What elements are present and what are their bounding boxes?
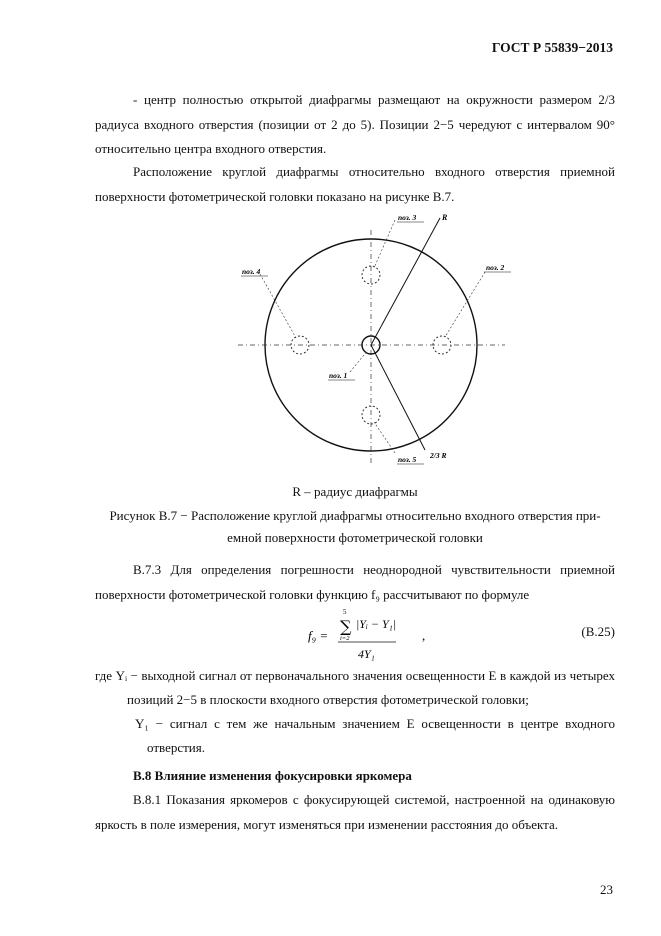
leader-pos3	[374, 220, 395, 268]
definition-Y1: Y₁ − сигнал с тем же начальным значением E освещенности в центре входного отверстия.	[135, 716, 615, 755]
equation-number: (В.25)	[581, 624, 615, 639]
paragraph-positions: - центр полностью открытой диафрагмы размещают на окружности размером 2/3 радиуса входного отверстия (позиции от 2 до 5). Позиции 2−5 чередуют с интервалом 90° относительно центра входного отверстия.	[95, 92, 615, 156]
label-pos4: поз. 4	[242, 267, 261, 276]
leader-pos5	[374, 422, 395, 453]
radius-line	[371, 218, 440, 345]
paragraph-B8-1: В.8.1 Показания яркомеров с фокусирующей системой, настроенной на одинаковую яркость в поле измерения, могут изменяться при изменении расстояния до объекта.	[95, 792, 615, 832]
two-thirds-radius-line	[371, 345, 425, 450]
formula-comma: ,	[422, 628, 426, 643]
paragraph-uniformity-error: В.7.3 Для определения погрешности неоднородной чувствительности приемной поверхности фотометрической головки функцию f₉ рассчитывают по формуле	[95, 562, 615, 602]
leader-pos4	[260, 274, 296, 338]
leader-pos2	[445, 272, 485, 337]
formula-denominator: 4Y₁	[358, 647, 375, 661]
paragraph-figure-reference: Расположение круглой диафрагмы относительно входного отверстия приемной поверхности фотометрической головки показано на рисунке В.7.	[95, 164, 615, 204]
figure-caption-line-1: Рисунок В.7 − Расположение круглой диафрагмы относительно входного отверстия при-	[109, 508, 601, 523]
figure-caption-line-2: емной поверхности фотометрической головки	[227, 530, 483, 545]
label-two-thirds-R: 2/3 R	[430, 451, 447, 460]
formula-numerator: |Yᵢ − Y₁|	[356, 617, 397, 631]
label-R: R	[442, 213, 448, 222]
diaphragm-diagram	[0, 200, 661, 480]
formula-sum-lower: i=2	[340, 635, 350, 642]
definition-Yi: где Yᵢ − выходной сигнал от первоначального значения освещенности E в каждой из четырех позиций 2−5 в плоскости входного отверстия фотометрической головки;	[95, 668, 615, 707]
leader-pos1	[350, 350, 368, 372]
section-heading-B8: В.8 Влияние изменения фокусировки яркомера	[133, 768, 412, 783]
label-pos2: поз. 2	[486, 263, 505, 272]
label-pos1: поз. 1	[329, 371, 348, 380]
formula-sigma: ∑	[340, 617, 352, 636]
label-pos5: поз. 5	[398, 455, 417, 464]
diaphragm-position-5	[362, 406, 380, 424]
formula-definitions	[95, 664, 615, 760]
figure-diaphragm-positions	[0, 200, 661, 480]
figure-legend: R – радиус диафрагмы	[292, 484, 418, 499]
formula-sum-upper: 5	[343, 608, 347, 616]
document-code-header: ГОСТ Р 55839−2013	[491, 40, 613, 55]
page-number: 23	[600, 882, 613, 897]
formula-svg	[300, 604, 620, 664]
formula-lhs: f₉ =	[308, 628, 329, 643]
formula-f9	[300, 604, 620, 664]
label-pos3: поз. 3	[398, 213, 417, 222]
